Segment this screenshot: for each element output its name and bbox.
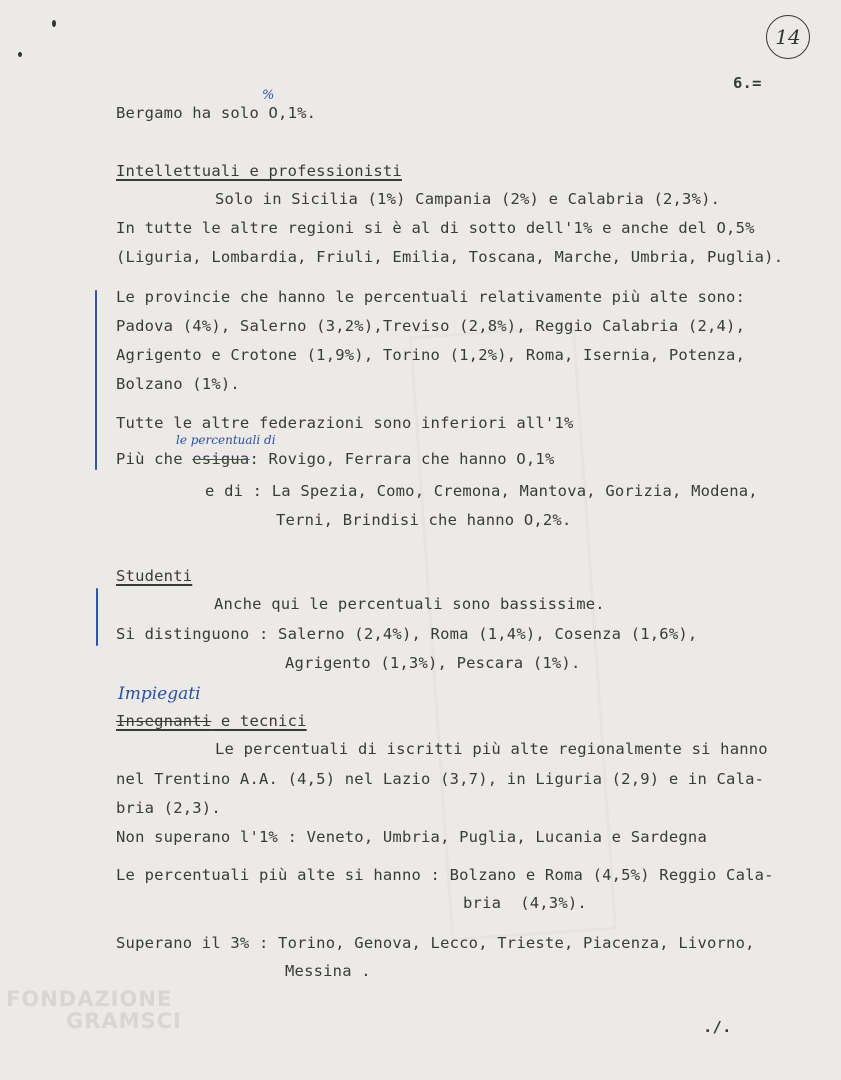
text-line: Tutte le altre federazioni sono inferiori all'1% — [116, 414, 574, 432]
text-line: Bolzano (1%). — [116, 375, 240, 393]
handwritten-note: le percentuali di — [176, 433, 276, 447]
section-heading: Intellettuali e professionisti — [116, 162, 402, 180]
margin-bracket — [95, 290, 97, 470]
text-line: Anche qui le percentuali sono bassissime. — [214, 595, 605, 613]
page-number: 6.= — [733, 74, 762, 92]
section-heading: Insegnanti e tecnici — [116, 712, 307, 730]
text-line: Agrigento e Crotone (1,9%), Torino (1,2%), Roma, Isernia, Potenza, — [116, 346, 746, 364]
text-line: Non superano l'1% : Veneto, Umbria, Puglia, Lucania e Sardegna — [116, 828, 707, 846]
ink-mark — [52, 20, 56, 27]
text-line: bria (4,3%). — [463, 894, 587, 912]
text-line: Le percentuali di iscritti più alte regionalmente si hanno — [215, 740, 768, 758]
text-line: Agrigento (1,3%), Pescara (1%). — [285, 654, 581, 672]
watermark-logo: FONDAZIONE GRAMSCI — [6, 987, 182, 1034]
text-line: e di : La Spezia, Como, Cremona, Mantova, Gorizia, Modena, — [205, 482, 758, 500]
text-line: nel Trentino A.A. (4,5) nel Lazio (3,7), in Liguria (2,9) e in Cala- — [116, 770, 765, 788]
handwritten-percent: % — [262, 88, 275, 103]
text-line: Superano il 3% : Torino, Genova, Lecco, Trieste, Piacenza, Livorno, — [116, 934, 755, 952]
ink-mark — [18, 52, 22, 57]
text-line: In tutte le altre regioni si è al di sotto dell'1% e anche del O,5% — [116, 219, 755, 237]
circled-page-number: 14 — [766, 15, 810, 59]
text-line: Solo in Sicilia (1%) Campania (2%) e Calabria (2,3%). — [215, 190, 721, 208]
handwritten-note: Impiegati — [118, 684, 201, 704]
text-line: bria (2,3). — [116, 799, 221, 817]
text-line: Messina . — [285, 962, 371, 980]
text-line: (Liguria, Lombardia, Friuli, Emilia, Toscana, Marche, Umbria, Puglia). — [116, 248, 784, 266]
text-line: Più che esigua: Rovigo, Ferrara che hanno O,1% — [116, 450, 555, 468]
text-line: Le provincie che hanno le percentuali relativamente più alte sono: — [116, 288, 746, 306]
text-line: Si distinguono : Salerno (2,4%), Roma (1,4%), Cosenza (1,6%), — [116, 625, 698, 643]
text-line: Padova (4%), Salerno (3,2%),Treviso (2,8%), Reggio Calabria (2,4), — [116, 317, 746, 335]
text-line: Terni, Brindisi che hanno O,2%. — [276, 511, 572, 529]
text-line: Le percentuali più alte si hanno : Bolzano e Roma (4,5%) Reggio Cala- — [116, 866, 774, 884]
text-line: Bergamo ha solo O,1%. — [116, 104, 317, 122]
margin-bracket — [96, 588, 98, 646]
end-mark: ./. — [703, 1018, 732, 1036]
section-heading: Studenti — [116, 567, 193, 585]
